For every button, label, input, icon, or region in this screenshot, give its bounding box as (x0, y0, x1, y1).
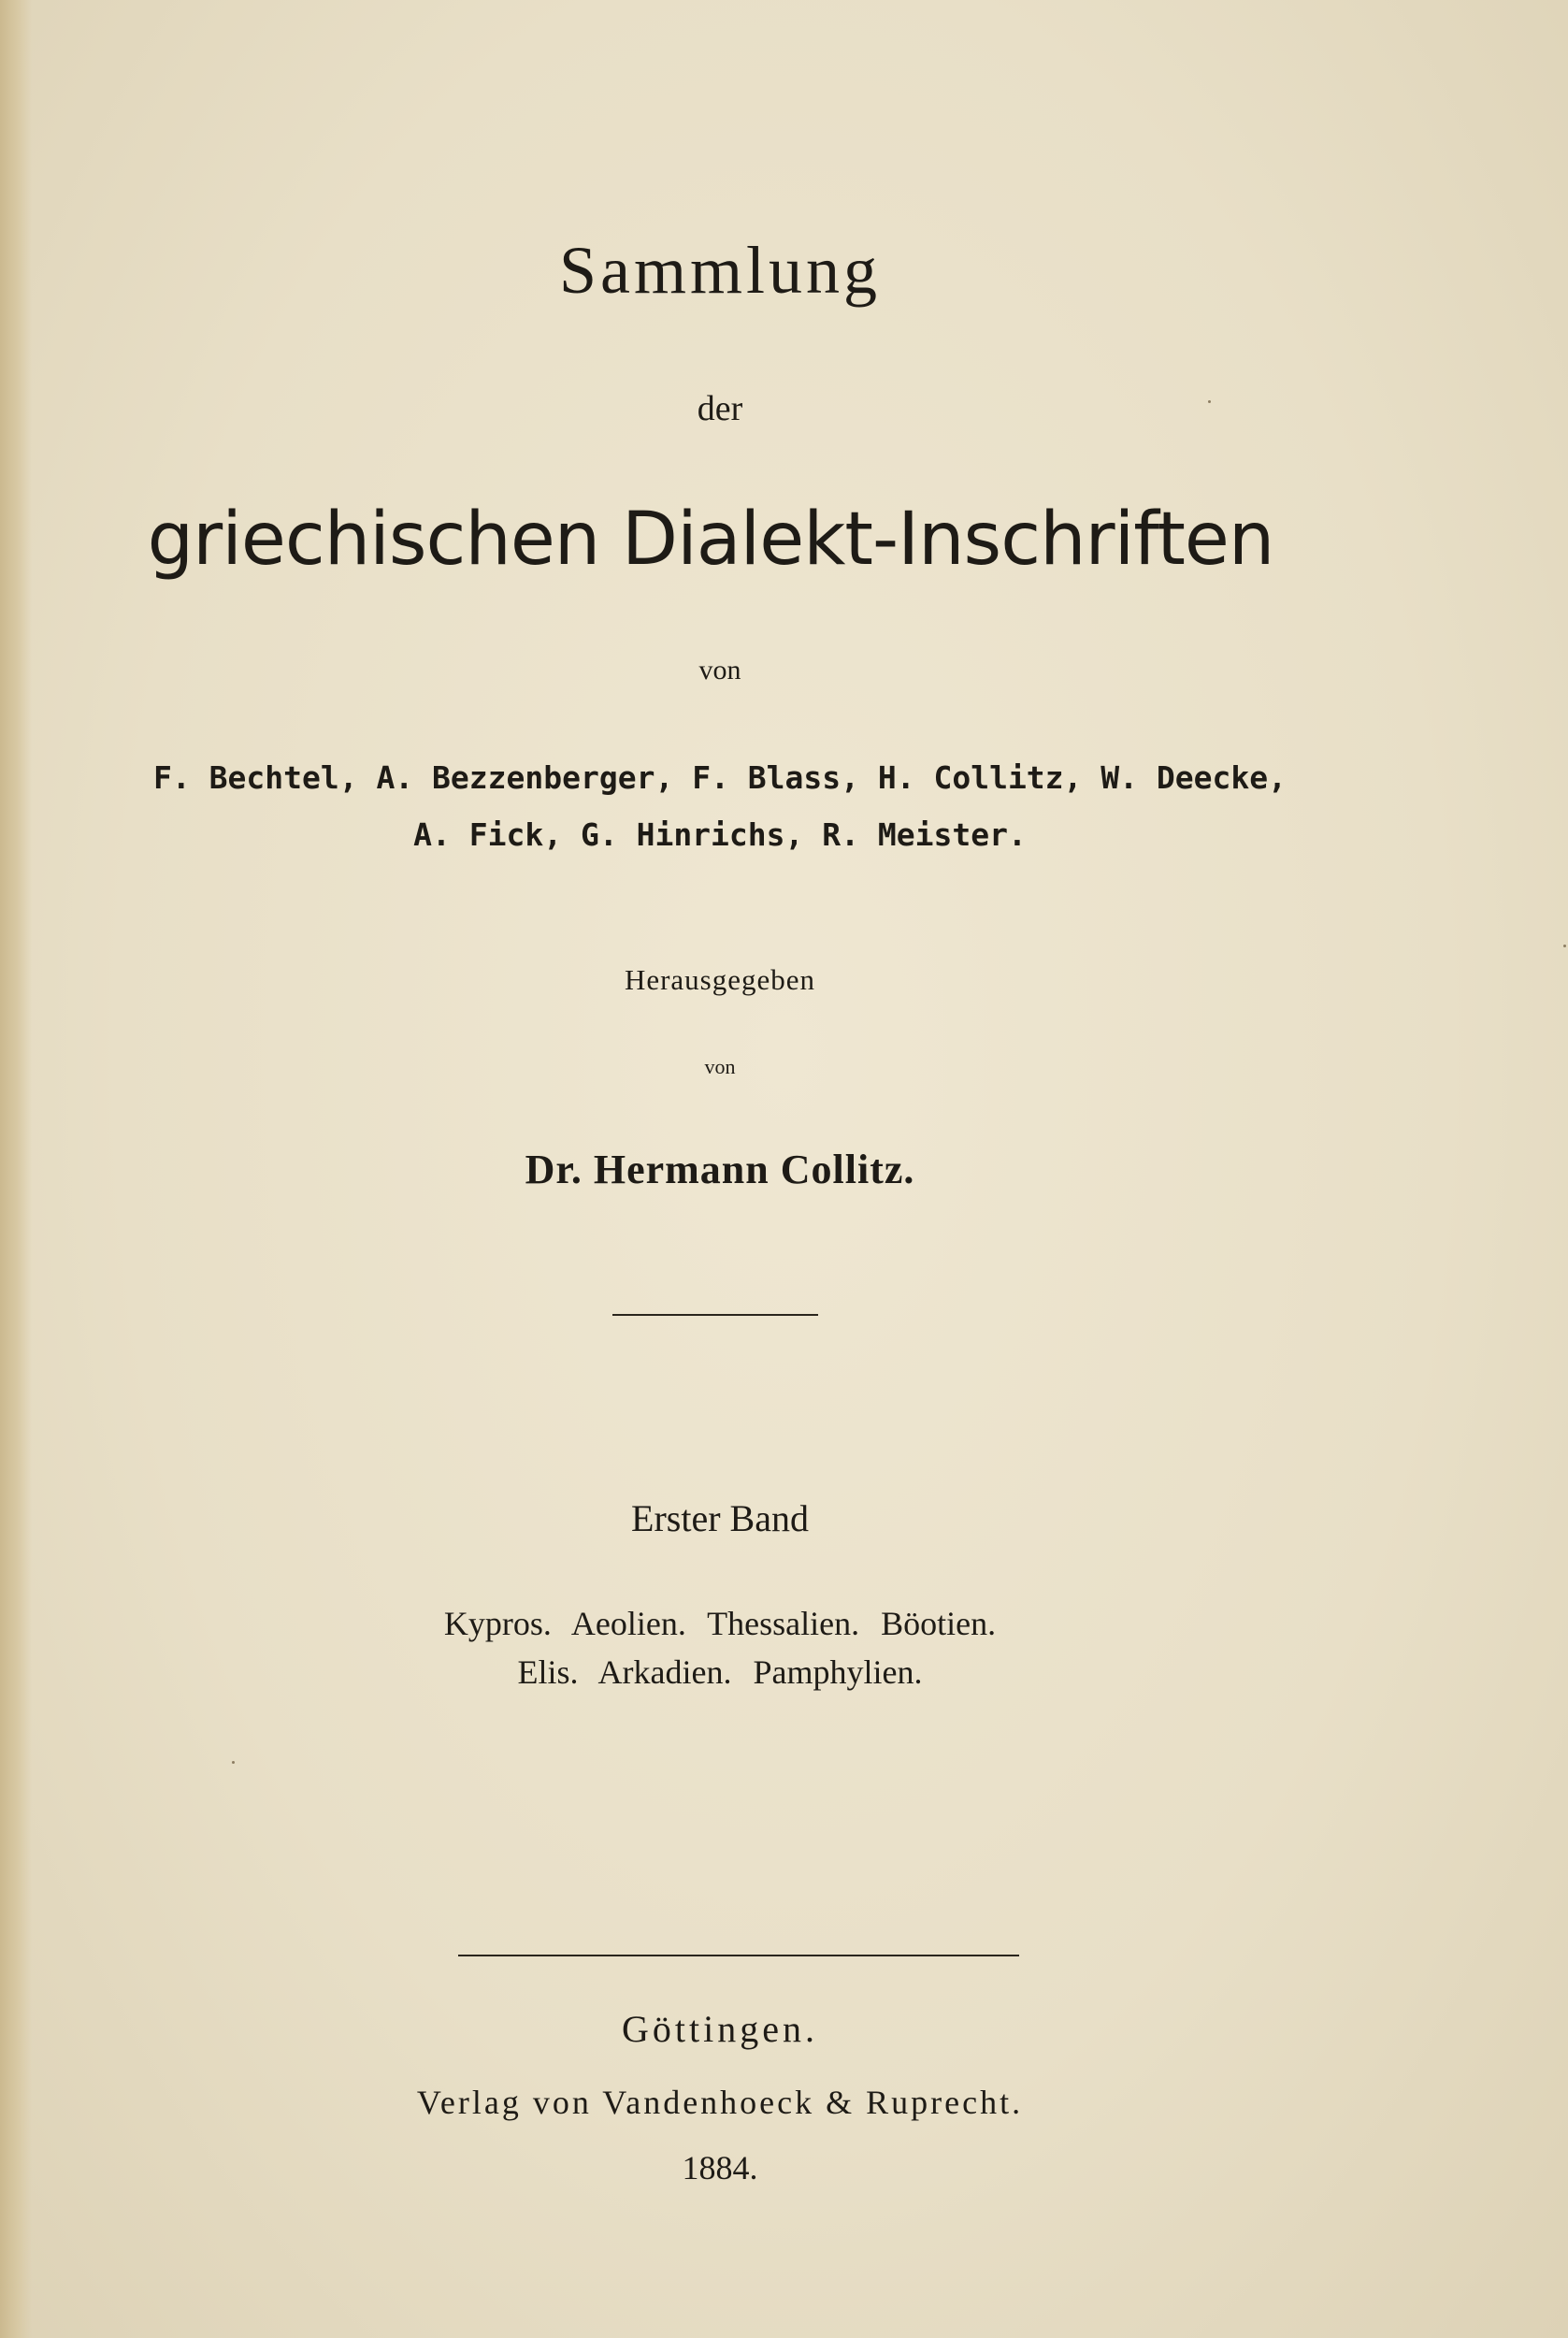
contents-line-1: Kypros. Aeolien. Thessalien. Böotien. (443, 1605, 997, 1642)
paper-speck (232, 1761, 235, 1764)
publication-city: Göttingen. (622, 2008, 818, 2050)
subtitle: griechischen Dialekt-Inschriften (147, 498, 1274, 582)
authors-line-2: A. Fick, G. Hinrichs, R. Meister. (413, 816, 1027, 853)
authors-line-1: F. Bechtel, A. Bezzenberger, F. Blass, H. Collitz, W. Deecke, (153, 759, 1287, 796)
von-authors: von (698, 655, 741, 686)
publication-year: 1884. (682, 2149, 758, 2186)
title: Sammlung (558, 233, 881, 308)
herausgegeben: Herausgegeben (624, 963, 816, 996)
von-editor: von (704, 1055, 736, 1078)
publisher: Verlag von Vandenhoeck & Ruprecht. (416, 2084, 1024, 2121)
divider-long (458, 1955, 1019, 1956)
paper-speck (1208, 400, 1211, 403)
paper-speck (1563, 945, 1566, 947)
volume-label: Erster Band (631, 1497, 809, 1539)
editor-name: Dr. Hermann Collitz. (525, 1147, 915, 1192)
contents-line-2: Elis. Arkadien. Pamphylien. (517, 1653, 923, 1691)
title-der: der (697, 389, 743, 428)
divider-short (612, 1314, 818, 1316)
